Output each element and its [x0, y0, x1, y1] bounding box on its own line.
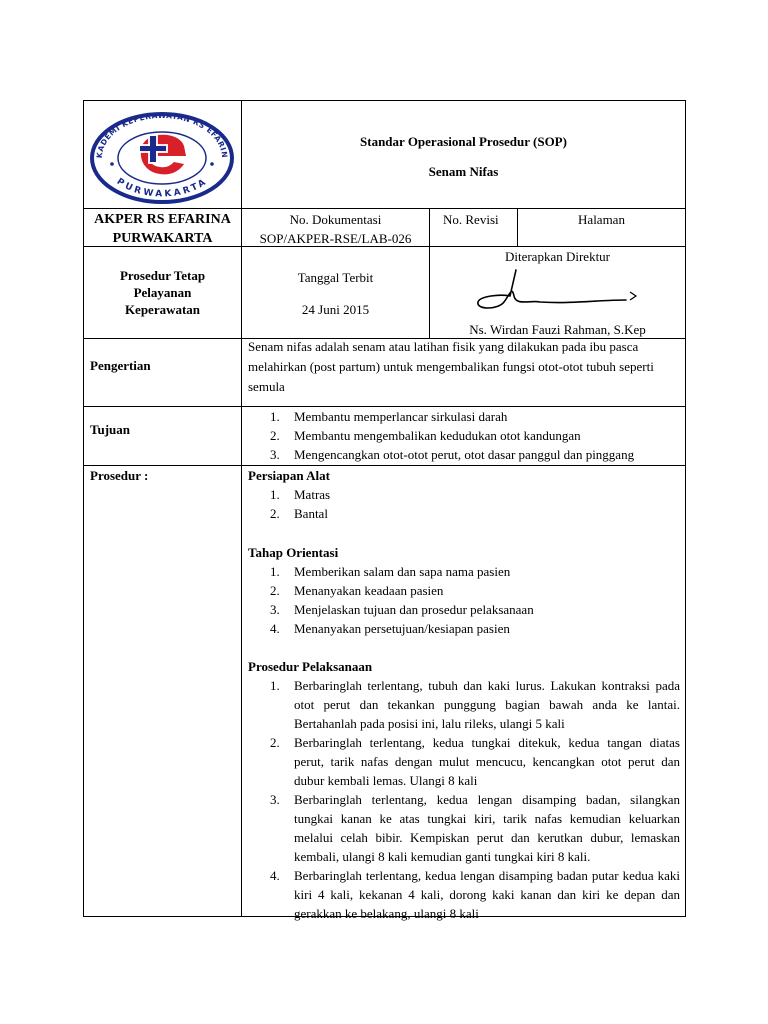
item-number: 4.	[270, 621, 280, 636]
procedure-line-1: Prosedur Tetap	[119, 268, 206, 283]
item-text: Berbaringlah terlentang, tubuh dan kaki lurus. Lakukan kontraksi pada otot perut dan tekankan punggung bagian bawah anda ke lantai. Bertahanlah pada posisi ini, lalu rileks, ulangi 5 kali	[294, 678, 680, 731]
pelaksanaan-list	[242, 676, 680, 923]
item-text: Bantal	[294, 506, 328, 521]
item-number: 1.	[270, 487, 280, 502]
item-text: Mengencangkan otot-otot perut, otot dasar panggul dan pinggang	[294, 447, 635, 462]
institution-name	[84, 210, 241, 248]
border-right	[685, 100, 686, 917]
list-item	[242, 733, 680, 790]
procedure-line-2: Pelayanan	[133, 285, 192, 300]
page-label: Halaman	[578, 212, 625, 227]
tujuan-label: Tujuan	[90, 422, 130, 437]
list-item	[242, 600, 680, 619]
list-item	[242, 504, 680, 523]
border-top	[83, 100, 686, 101]
prosedur-label: Prosedur :	[90, 468, 149, 483]
list-item	[242, 485, 680, 504]
procedure-line-3: Keperawatan	[124, 302, 201, 317]
item-number: 4.	[270, 868, 280, 883]
logo-text-bottom: PURWAKARTA	[114, 176, 210, 200]
list-item	[242, 619, 680, 638]
orientasi-list	[242, 562, 680, 638]
item-number: 2.	[270, 506, 280, 521]
item-number: 1.	[270, 409, 280, 424]
issue-label: Tanggal Terbit	[297, 270, 374, 285]
signature-mark-icon	[470, 266, 650, 316]
row-divider	[83, 208, 686, 209]
item-number: 2.	[270, 583, 280, 598]
list-item	[242, 562, 680, 581]
item-text: Matras	[294, 487, 331, 502]
item-number: 3.	[270, 447, 280, 462]
pengertian-label: Pengertian	[90, 358, 151, 373]
item-text: Berbaringlah terlentang, kedua lengan disamping badan, silangkan tungkai kanan ke atas tungkai kiri, tarik nafas kemudian keluarkan melalui celah bibir. Kempiskan perut dan kerutkan dubur, lemaskan kembali, ulangi 8 kali kemudian ganti tungkai kiri 8 kali.	[294, 792, 680, 864]
logo-text-top: KADEMI KEPERAWATAN RS EFARIN	[94, 110, 230, 159]
persiapan-title: Persiapan Alat	[248, 468, 330, 483]
prosedur-content	[248, 466, 680, 923]
list-item	[242, 790, 680, 866]
item-number: 3.	[270, 792, 280, 807]
logo	[88, 106, 236, 204]
approved-label: Diterapkan Direktur	[504, 249, 611, 264]
issue-date: 24 Juni 2015	[301, 302, 370, 317]
item-number: 2.	[270, 428, 280, 443]
pengertian-text: Senam nifas adalah senam atau latihan fisik yang dilakukan pada ibu pasca melahirkan (post partum) untuk mengembalikan fungsi otot-otot tubuh seperti semula	[248, 339, 654, 394]
logo-emblem-icon	[88, 106, 236, 204]
item-text: Memberikan salam dan sapa nama pasien	[294, 564, 511, 579]
item-text: Menjelaskan tujuan dan prosedur pelaksanaan	[294, 602, 534, 617]
revision-label: No. Revisi	[443, 212, 499, 227]
list-item	[242, 445, 682, 464]
institution-line-1: AKPER RS EFARINA	[94, 212, 231, 227]
item-text: Membantu mengembalikan kedudukan otot kandungan	[294, 428, 581, 443]
item-text: Membantu memperlancar sirkulasi darah	[294, 409, 508, 424]
procedure-type	[84, 267, 241, 318]
item-number: 3.	[270, 602, 280, 617]
institution-line-2: PURWAKARTA	[112, 231, 213, 246]
list-item	[242, 581, 680, 600]
persiapan-list	[242, 485, 680, 523]
document-title: Standar Operasional Prosedur (SOP)	[360, 134, 567, 149]
pelaksanaan-title: Prosedur Pelaksanaan	[248, 659, 373, 674]
doc-number-cell	[242, 210, 429, 248]
list-item	[242, 426, 682, 445]
list-item	[242, 676, 680, 733]
tujuan-list	[242, 407, 682, 464]
item-text: Menanyakan persetujuan/kesiapan pasien	[294, 621, 510, 636]
signature	[470, 266, 650, 316]
director-name: Ns. Wirdan Fauzi Rahman, S.Kep	[469, 322, 646, 337]
document-subtitle: Senam Nifas	[428, 164, 499, 179]
item-text: Berbaringlah terlentang, kedua tungkai ditekuk, kedua tangan diatas perut, tarik nafas dengan mulut mencucu, kencangkan otot perut dan dubur kembali lemas. Ulangi 8 kali	[294, 735, 680, 788]
item-number: 1.	[270, 564, 280, 579]
list-item	[242, 866, 680, 923]
doc-number-value: SOP/AKPER-RSE/LAB-026	[259, 231, 412, 246]
list-item	[242, 407, 682, 426]
item-number: 2.	[270, 735, 280, 750]
item-number: 1.	[270, 678, 280, 693]
doc-number-label: No. Dokumentasi	[289, 212, 382, 227]
item-text: Menanyakan keadaan pasien	[294, 583, 444, 598]
orientasi-title: Tahap Orientasi	[248, 545, 339, 560]
item-text: Berbaringlah terlentang, kedua lengan disamping badan putar kedua kaki kiri 4 kali, kekanan 4 kali, dorong kaki kanan dan kiri ke depan dan gerakkan ke belakang, ulangi 8 kali	[294, 868, 680, 921]
